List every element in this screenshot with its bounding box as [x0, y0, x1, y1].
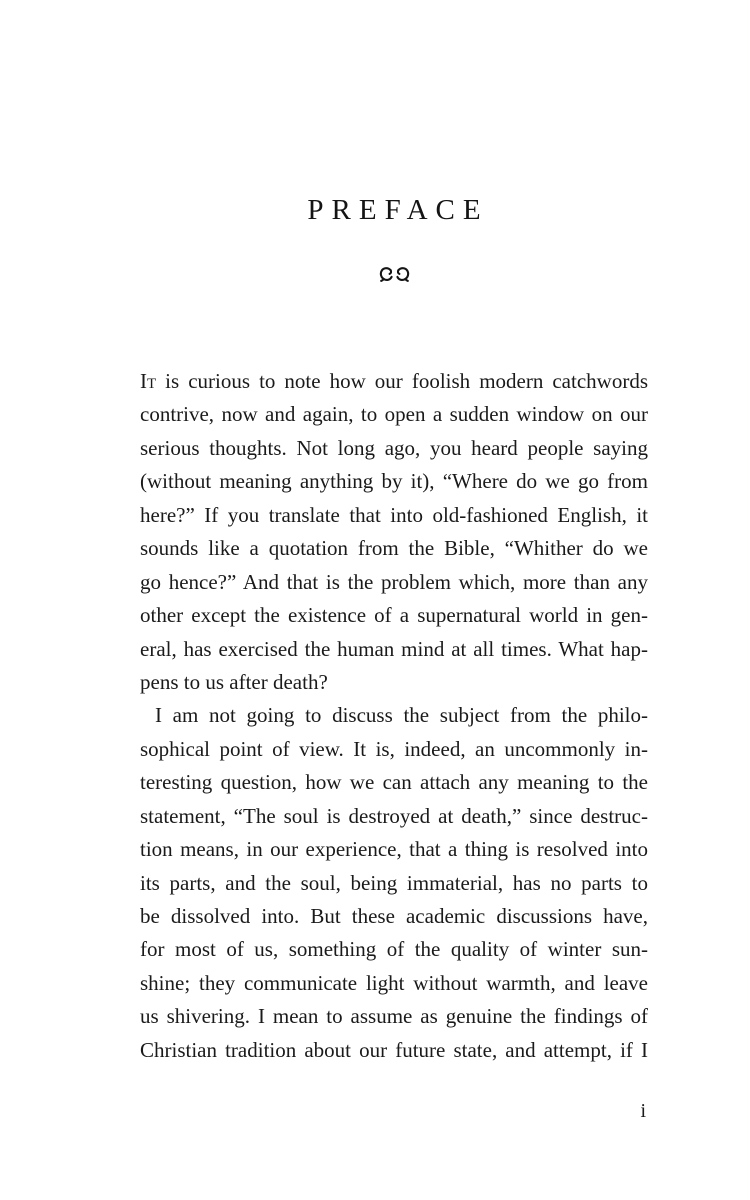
- text-line: go hence?” And that is the problem which, more than any: [140, 569, 648, 594]
- text-line: contrive, now and again, to open a sudden window on our: [140, 402, 648, 427]
- text-line: for most of us, something of the quality of winter sun-: [140, 937, 648, 962]
- text-line: us shivering. I mean to assume as genuine the findings of: [140, 1004, 648, 1029]
- text-line: Christian tradition about our future state, and attempt, if I: [140, 1037, 648, 1062]
- text-line: It is curious to note how our foolish modern catchwords: [140, 369, 648, 393]
- text-line: I am not going to discuss the subject from the philo-: [155, 703, 648, 728]
- text-line: its parts, and the soul, being immaterial, has no parts to: [140, 870, 648, 895]
- text-line: be dissolved into. But these academic discussions have,: [140, 904, 648, 928]
- body-text: [140, 365, 648, 1067]
- text-line: eral, has exercised the human mind at all times. What hap-: [140, 636, 648, 661]
- text-line: teresting question, how we can attach any meaning to the: [140, 770, 648, 795]
- ornament-container: [140, 265, 648, 285]
- text-line: here?” If you translate that into old-fashioned English, it: [140, 502, 648, 527]
- lead-smallcaps: It: [140, 369, 157, 393]
- text-line: other except the existence of a supernatural world in gen-: [140, 603, 648, 628]
- page-number: i: [640, 1100, 646, 1122]
- text-line: tion means, in our experience, that a thing is resolved into: [140, 837, 648, 862]
- page-title: PREFACE: [307, 194, 489, 226]
- text-line: sounds like a quotation from the Bible, “Whither do we: [140, 536, 648, 561]
- text-line: (without meaning anything by it), “Where do we go from: [140, 469, 648, 494]
- text-line: sophical point of view. It is, indeed, an uncommonly in-: [140, 736, 648, 761]
- text-line: shine; they communicate light without warmth, and leave: [140, 970, 648, 995]
- text-line: pens to us after death?: [140, 669, 328, 694]
- text-line: statement, “The soul is destroyed at death,” since destruc-: [140, 803, 648, 828]
- double-scroll-fleuron-icon: [378, 265, 411, 285]
- text-line: serious thoughts. Not long ago, you heard people saying: [140, 435, 648, 460]
